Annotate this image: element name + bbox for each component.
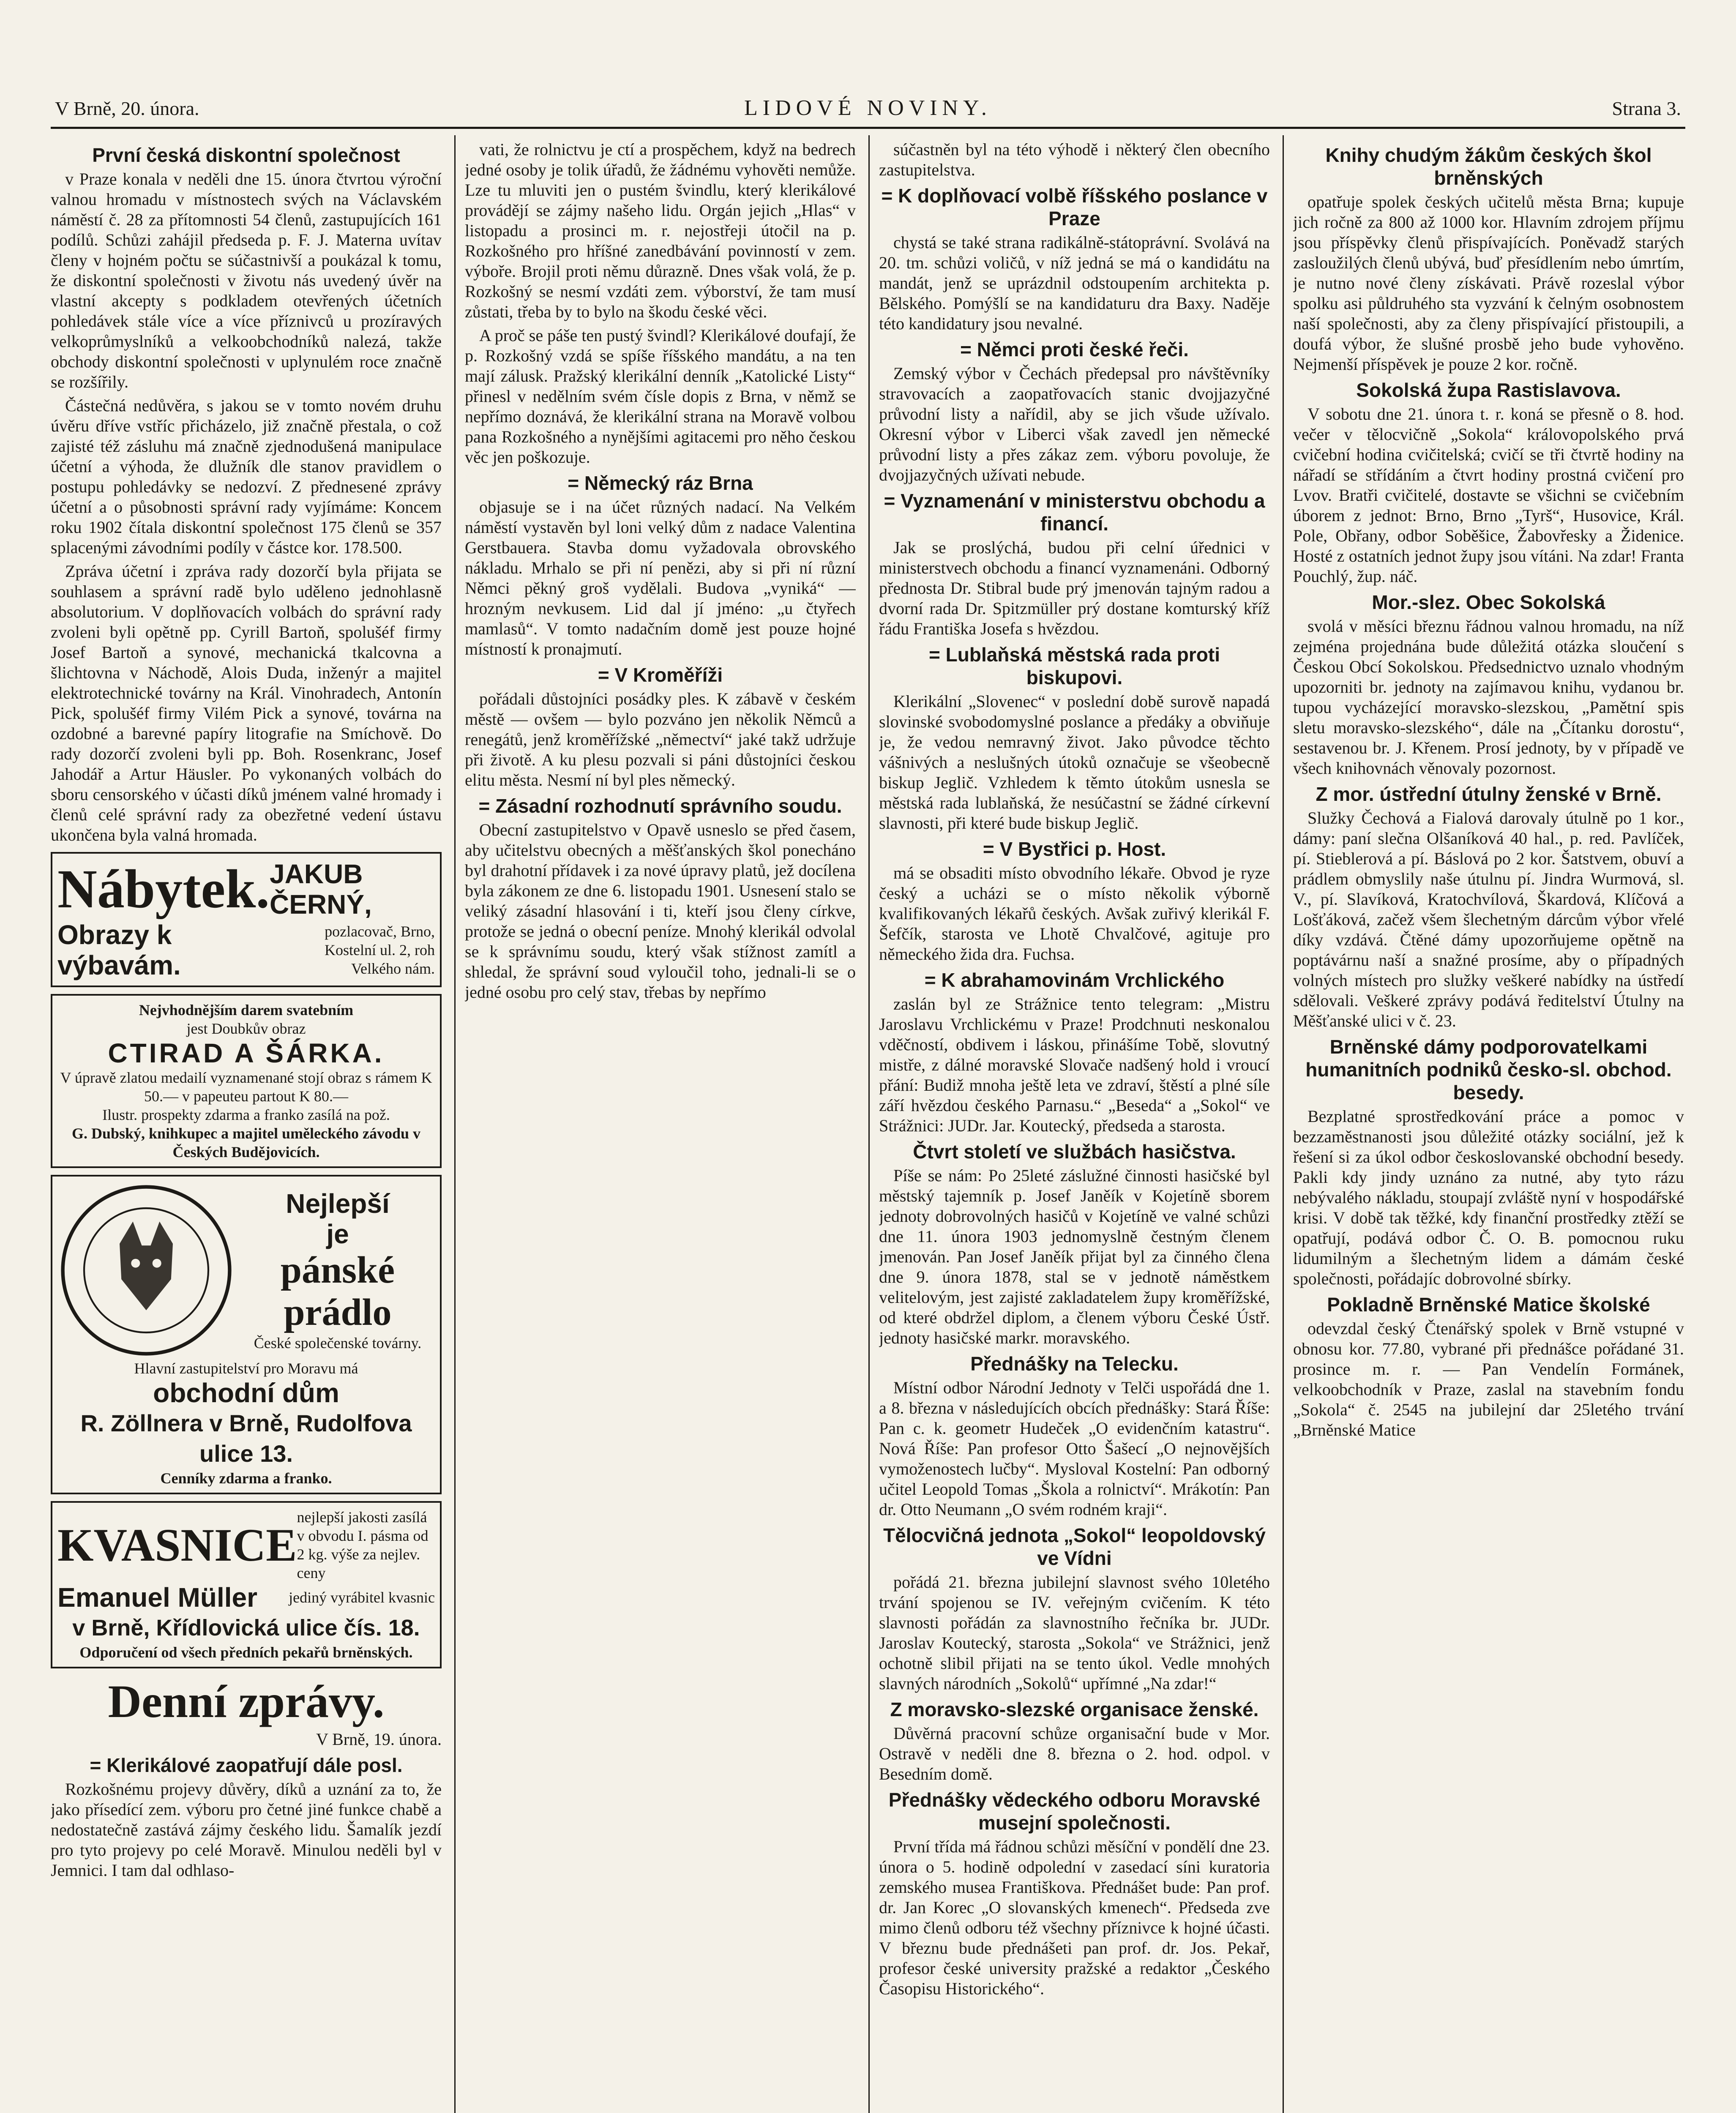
column-3 <box>879 139 1270 2113</box>
ad-word: je <box>326 1219 349 1249</box>
article-title: První česká diskontní společnost <box>92 144 400 166</box>
article-text: pořádá 21. března jubilejní slavnost svého 10letého trvání spojenou se IV. veřejným cvičením. K této slavnosti pořádán za slavnostního řečníka br. JUDr. Jaroslav Koutecký, starosta „Sokola“ ve Strážnici, jenž ochotně slibil přijati na se tento úkol. Vedle mnohých slavných národních „Sokolů“ upřímné „Na zdar!“ <box>879 1572 1270 1693</box>
ad-line: Cenníky zdarma a franko. <box>160 1470 332 1487</box>
ad-line: V úpravě zlatou medailí vyznamenané stojí obraz s rámem K 50.— v papeuteu partout K 80.— <box>60 1069 432 1105</box>
article-text: Důvěrná pracovní schůze organisační bude v Mor. Ostravě v neděli dne 8. března o 2. hod. odpol. v Besedním domě. <box>879 1724 1270 1783</box>
article-title: Z mor. ústřední útulny ženské v Brně. <box>1316 783 1662 805</box>
article-title: = K doplňovací volbě říšského poslance v Praze <box>881 185 1268 229</box>
page-number: Strana 3. <box>1612 98 1681 119</box>
ad-firm: JAKUB ČERNÝ, <box>269 859 372 920</box>
ad-line: Nejvhodnějším darem svatebním <box>139 1002 354 1018</box>
ad-line: jediný vyrábitel kvasnic <box>289 1589 435 1606</box>
article-text: v Praze konala v neděli dne 15. února čtvrtou výroční valnou hromadu v místnostech svých na Václavském náměstí č. 28 za přítomnosti 54 členů, zastupujících 161 podílů. Schůzi zahájil předseda p. F. J. Materna uvítav členy v hojném počtu se súčastnivší a poukázal k tomu, že diskontní společnosti v životu nás uvedený úvěr na vlastní akcepty s podkladem otevřených účetních pohledávek stále více a více příznivců u prozíravých velkoprůmyslníků a velkoobchodníků nalezá, takže obchody diskontní společnosti v uplynulém roce značně se rozšířily. <box>51 169 442 391</box>
ad-firm: G. Dubský, knihkupec a majitel uměleckého závodu v Českých Budějovicích. <box>71 1125 421 1160</box>
article-text: Služky Čechová a Fialová darovaly útulně po 1 kor., dámy: paní slečna Olšaníková 40 hal., p. red. Pavlíček, pí. Stieblerová a pí. Báslová po 2 kor. Šatstvem, obuví a prádlem obmyslily naše útulnu pí. Jindra Wurmová, sl. V., pí. Slavíková, Kratochvílová, Škardová, Klíčová a Lošťáková, začež všem šlechetným dárcům výbor vřelé díky vzdává. Čtěné dámy upozorňujeme opětně na poptávárnu naší a snažné prosíme, aby o případných volných místech pro služky veškeré nabídky na ústředí sdělovali. Veškeré zprávy podává ředitelství Útulny na Měšťanské ulici v č. 23. <box>1293 808 1684 1030</box>
article-title: Sokolská župa Rastislavova. <box>1356 379 1621 401</box>
article-text: vati, že rolnictvu je ctí a prospěchem, když na bedrech jedné osoby je tolik úřadů, že žádnému vyhověti nemůže. Lze tu mluviti jen o pustém švindlu, který klerikálové provádějí se zájmy našeho lidu. Orgán jejich „Hlas“ v listopadu a prosinci m. r. nejostřeji útočil na p. Rozkošného pro hříšné zanedbávání povinností v zem. výboře. Brojil proti němu důrazně. Dnes však volá, že p. Rozkošný se nesmí vzdáti zem. výborství, že tam musí zůstati, třeba by to bylo na škodu české věci. <box>465 140 856 321</box>
advertisement-furniture <box>51 852 442 987</box>
article-title: = Němci proti české řeči. <box>960 339 1189 360</box>
article-text: Obecní zastupitelstvo v Opavě usneslo se před časem, aby učitelstvu obecných a měšťanských škol ponecháno byl drahotní přídavek i za nové úpravy platů, jež docílena byla zákonem ze dne 6. listopadu 1901. Usnesení stalo se veliký zásadní hlasování i ti, kteří jsou členy církve, protože se jedná o obecní peníze. Mnohý klerikál odvolal se k správnímu soudu, který však stížnost zamítl a shledal, že správní soud vyloučil toho, jednali-li se o jedné osobu pro celý stav, třebas by nepřímo <box>465 820 856 1002</box>
column-2 <box>465 139 856 2113</box>
article-title: Pokladně Brněnské Matice školské <box>1327 1294 1650 1316</box>
article-title: Přednášky vědeckého odboru Moravské musejní společnosti. <box>888 1789 1261 1834</box>
ad-line: Ilustr. prospekty zdarma a franko zasílá na pož. <box>102 1106 390 1123</box>
article-text: pořádali důstojníci posádky ples. K zábavě v českém městě — ovšem — bylo pozváno jen několik Němců a renegátů, jenž kroměřížské „němectví“ jaké takž udržuje při životě. A ku plesu pozvali si páni důstojníci českou elitu města. Nesmí ní byl ples německý. <box>465 689 856 789</box>
column-rule <box>1283 135 1284 2113</box>
article-title: = V Bystřici p. Host. <box>983 838 1166 860</box>
article-title: Tělocvičná jednota „Sokol“ leopoldovský ve Vídni <box>883 1524 1266 1569</box>
ad-line: České společenské továrny. <box>254 1335 422 1351</box>
ad-line: nejlepší jakosti zasílá v obvodu I. pásma od 2 kg. výše za nejlev. ceny <box>297 1509 429 1581</box>
ad-headline: Nejlepší <box>286 1188 390 1219</box>
page-header <box>51 80 1685 129</box>
section-dateline: V Brně, 19. února. <box>316 1730 442 1749</box>
article-text: má se obsaditi místo obvodního lékaře. Obvod je ryze český a ucházi se o místo několik výborně kvalifikovaných lékařů českých. Avšak zuřivý klerikál F. Šefčík, starosta ve Lhotě Chvalčové, agituje pro německého žida dra. Fuchsa. <box>879 863 1270 964</box>
advertisement-painting <box>51 994 442 1168</box>
ad-firm: Emanuel Müller <box>57 1582 257 1613</box>
ad-address: v Brně, Křídlovická ulice čís. 18. <box>72 1615 420 1641</box>
article-text: Místní odbor Národní Jednoty v Telči uspořádá dne 1. a 8. března v následujících obcích přednášky: Stará Říše: Pan c. k. geometr Hudeček „O evidenčním katastru“. Nová Říše: Pan profesor Otto Šašecí „O nejnovějších vymoženostech lučby“. Mysloval Kostelní: Pan odborný učitel Leopold Tomas „Škola a rolnictví“. Mrákotín: Pan dr. Otto Neumann „O svém rodném kraji“. <box>879 1378 1270 1519</box>
article-text: chystá se také strana radikálně-státoprávní. Svolává na 20. tm. schůzi voličů, v níž jedná se má o kandidátu na mandát, jenž se uprázdnil odstoupením architekta p. Bělského. Pomýšlí se na kandidaturu dra Baxy. Naděje této kandidatury jsou nevalné. <box>879 233 1270 333</box>
ad-line: obchodní dům <box>153 1378 339 1408</box>
ad-firm: R. Zöllnera v Brně, Rudolfova ulice 13. <box>80 1410 412 1467</box>
ad-title: CTIRAD A ŠÁRKA. <box>108 1038 385 1068</box>
article-title: = V Kroměříži <box>598 664 723 686</box>
section-rubric: Denní zprávy. <box>108 1676 385 1727</box>
masthead-title: LIDOVÉ NOVINY. <box>744 96 992 120</box>
newspaper-page <box>51 80 1685 2113</box>
article-title: Přednášky na Telecku. <box>970 1353 1179 1375</box>
article-title: Z moravsko-slezské organisace ženské. <box>890 1698 1259 1720</box>
column-rule <box>868 135 870 2113</box>
article-title: Mor.-slez. Obec Sokolská <box>1372 591 1605 613</box>
article-title: Čtvrt století ve službách hasičstva. <box>913 1141 1236 1163</box>
article-text: První třída má řádnou schůzi měsíční v pondělí dne 23. února o 5. hodině odpolední v zasedací síni kuratoria zemského musea Františkova. Přednášet bude: Pan prof. dr. Jan Korec „O slovanských kmenech“. Předseda zve mimo členů odboru též všechny příznivce k hojné účasti. V březnu bude přednášeti pan prof. dr. Jos. Pekař, profesor české university pražské a redaktor „Českého Časopisu Historického“. <box>879 1837 1270 1998</box>
article-text: odevzdal český Čtenářský spolek v Brně vstupné v obnosu kor. 77.80, vybrané při přednášce pořádané 31. prosince m. r. — Pan Vendelín Formánek, velkoobchodník v Praze, zaslal na stavebním fondu „Sokola“ č. 2545 na jubilejní dar 25letého trvání „Brněnské Matice <box>1293 1319 1684 1439</box>
article-text: objasuje se i na účet různých nadací. Na Velkém náměstí vystavěn byl loni velký dům z nadace Valentina Gerstbauera. Stavba domu vyžadovala obrovského nákladu. Mrhalo se při ní penězi, aby si při ní různí Němci pěkný groš vydělali. Budova „vyniká“ — hrozným nevkusem. Lid dal jí jméno: „u čtyřech mamlasů“. V tomto nadačním domě jest pouze hojné místností k pronajmutí. <box>465 497 856 658</box>
column-4 <box>1293 139 1684 2113</box>
article-text: opatřuje spolek českých učitelů města Brna; kupuje jich ročně za 800 až 1000 kor. Hlavním zdrojem příjmu jsou příspěvky členů přispívajících. Poněvadž starých zasloužilých členů ubývá, buď přesídlením nebo úmrtím, je nutno nové členy získávati. Právě rozeslal výbor spolku asi půldruhého sta vyzvání k čelným osobnostem naší společnosti, aby za členy přispívající přistoupili, a doufá výbor, že slušné prosbě jeho bude vyhověno. Nejmenší příspěvek je pouze 2 kor. ročně. <box>1293 192 1684 374</box>
article-text: Rozkošnému projevy důvěry, díků a uznání za to, že jako přísedící zem. výboru pro četné jiné funkce chabě a nedostatečně zastává zájmy českého lidu. Šamalík jezdí pro tyto projevy po celé Moravě. Minulou neděli byl v Jemnici. I tam dal odhlaso- <box>51 1780 442 1880</box>
dog-head-emblem-icon <box>57 1182 235 1359</box>
article-title: = Lublaňská městská rada proti biskupovi. <box>929 644 1220 688</box>
article-title: Knihy chudým žákům českých škol brněnských <box>1325 144 1652 189</box>
article-title: = Vyznamenání v ministerstvu obchodu a financí. <box>884 490 1265 535</box>
ad-headline: KVASNICE <box>57 1519 297 1571</box>
article-title: = Německý ráz Brna <box>568 472 753 494</box>
ad-subline: Obrazy k výbavám. <box>57 920 181 980</box>
column-1 <box>51 139 442 2113</box>
article-text: svolá v měsíci březnu řádnou valnou hromadu, na níž zejména projednána bude důležitá otázka sloučení s Českou Obcí Sokolskou. Předsednictvo uznalo vhodným upozorniti br. jednoty na zajímavou knihu, vydanou br. tupou vycházející moravsko-slezskou, „Pamětní spis sletu moravsko-slezského“, dále na „Čítanku dorostu“, sestavenou br. J. Křenem. Prosí jednoty, by v případě ve všech knihovnách věnovaly pozornost. <box>1293 617 1684 778</box>
ad-line: Odporučení od všech předních pekařů brněnských. <box>79 1644 413 1661</box>
article-text: Klerikální „Slovenec“ v poslední době surově napadá slovinské svobodomyslné poslance a předáky a obviňuje je, že vedou nemravný život. Jako původce těchto vášnivých a neslušných útoků označuje se všeobecně biskup Jeglič. Vzhledem k těmto útokům usnesla se městská rada lublaňská, že nesúčastní se žádné církevní slavnosti, při které bude biskup Jeglič. <box>879 692 1270 833</box>
article-title: = Klerikálové zaopatřují dále posl. <box>90 1754 403 1776</box>
article-title: = Zásadní rozhodnutí správního soudu. <box>478 795 842 817</box>
article-text: zaslán byl ze Strážnice tento telegram: „Mistru Jaroslavu Vrchlickému v Praze! Prodchnuti neskonalou vděčností, obdivem i láskou, přinášíme Tobě, slovutný mistře, z dálné moravské Slovače nadšený hold i vroucí přání: Budiž mnoha ještě leta ve zdraví, štěstí a plné síle září hvězdou českého Parnasu.“ „Beseda“ a „Sokol“ ve Strážnici: JUDr. Jar. Koutecký, předseda a starosta. <box>879 994 1270 1135</box>
column-rule <box>454 135 456 2113</box>
article-text: Zpráva účetní i zpráva rady dozorčí byla přijata se souhlasem a správní radě bylo uděleno jednohlasně absolutorium. V doplňovacích volbách do správní rady zvoleni byli opětně pp. Cyrill Bartoň, spolušéf firmy Josef Bartoň a synové, mechanická tkalcovna a šlichtovna v Náchodě, Alois Duda, inženýr a majitel elektrotechnické továrny na Král. Vinohradech, Antonín Pick, spolušéf firmy Vilém Pick a synové, továrna na ozdobné a barevné papíry litografie na Smíchově. Do rady dozorčí zvoleni byli pp. Boh. Rosenkranc, Josef Jahodář a Artur Häusler. Po vykonaných volbách do sboru censorského v účasti díků jménem valné hromady i členů celé správní rady za obezřetné vedení ústavu ukončena byla valná hromada. <box>51 562 442 844</box>
ad-address: pozlacovač, Brno, Kostelní ul. 2, roh Velkého nám. <box>325 923 435 977</box>
article-text: V sobotu dne 21. února t. r. koná se přesně o 8. hod. večer v tělocvičně „Sokola“ královopolského prvá cvičební hodina cvičitelská; cvičí se tři čtvrtě hodiny na nářadí se střídáním a čtvrt hodiny prostná cvičení pro Lvov. Bratři cvičitelé, dostavte se všichni se cvičebním úborem z jednot: Brno, Brno „Tyrš“, Husovice, Král. Pole, Obřany, odbor Soběšice, Žabovřesky a Židenice. Hosté z ostatních jednot župy jsou vítáni. Na zdar! Franta Pouchlý, žup. náč. <box>1293 404 1684 586</box>
advertisement-linen <box>51 1175 442 1494</box>
article-text: Zemský výbor v Čechách předepsal pro návštěvníky stravovacích a zaopatřovacích stanic dvojjazyčné průvodní listy a nařídil, aby se jich všude užívalo. Okresní výbor v Liberci však zavedl jen německé průvodní listy a přes zákaz zem. výboru povoluje, že dvojjazyčných užívati nebude. <box>879 364 1270 484</box>
article-text: Jak se proslýchá, budou při celní úřednici v ministerstvech obchodu a financí vyznamenáni. Odborný přednosta Dr. Stibral bude prý jmenován tajným radou a dvorní rada Dr. Spitzmüller prý dostane komturský kříž řádu Františka Josefa s hvězdou. <box>879 538 1270 638</box>
article-text: súčastněn byl na této výhodě i některý člen obecního zastupitelstva. <box>879 140 1270 179</box>
ad-headline: Nábytek. <box>57 859 270 920</box>
ad-line: jest Doubkův obraz <box>186 1020 306 1037</box>
advertisement-yeast <box>51 1501 442 1668</box>
ad-line: Hlavní zastupitelství pro Moravu má <box>134 1360 358 1377</box>
ad-title: pánské prádlo <box>280 1249 395 1333</box>
article-text: Bezplatné sprostředkování práce a pomoc v bezzaměstnanosti jsou důležité otázky sociální, jež k řešení si za úkol odbor českoslovanské obchodní besedy. Pakli kdy jindy uznáno za nutné, aby tyto rázu nebývalého nákladu, stoupají zvláště nyní v hospodářské krisi. V době tak těžké, kdy finanční prostředky ztěží se opatřují, podává odbor Č. O. B. pomocnou ruku lidumilným a šlechetným lidem a dámám české společnosti, pořádajíc dobrovolné sbírky. <box>1293 1107 1684 1288</box>
header-dateline: V Brně, 20. února. <box>55 98 199 119</box>
article-title: Brněnské dámy podporovatelkami humanitních podniků česko-sl. obchod. besedy. <box>1305 1036 1672 1103</box>
article-text: Částečná nedůvěra, s jakou se v tomto novém druhu úvěru dříve vstříc přicházelo, již značně přestala, o což zajisté též zásluhu má značně zjednodušená manipulace účetní a výhoda, že dlužník dle stanov pravidlem o postupu pohledávky se nedozví. Z přednesené zprávy účetní a o působnosti správní rady vyjímáme: Koncem roku 1902 čítala diskontní společnost 175 členů se 357 splacenými závodními podíly v částce kor. 178.500. <box>51 396 442 557</box>
article-text: Píše se nám: Po 25leté záslužné činnosti hasičské byl městský tajemník p. Josef Janěík v Kojetíně sborem jednoty dobrovolných hasičů v Kojetíně ve valné schůzi dne 11. února 1903 jednomyslně čestným členem jmenován. Pan Josef Janěík přijat byl za činného člena dne 9. února 1878, stal se v jednotě náměstkem velitelovým, jest zajisté zakladatelem župy kroměřížské, od které obdržel diplom, a členem výboru České Ústř. jednoty hasičské markr. moravského. <box>879 1166 1270 1347</box>
article-text: A proč se páše ten pustý švindl? Klerikálové doufají, že p. Rozkošný vzdá se spíše říšského mandátu, a na ten mají zálusk. Pražský klerikální denník „Katolické Listy“ přinesl v nedělním svém čísle dopis z Brna, v němž se nepřímo doznává, že klerikální strana na Moravě volbou pana Rozkošného a nynějšími agitacemi pro něho českou věc jen poškozuje. <box>465 326 856 467</box>
article-title: = K abrahamovinám Vrchlického <box>924 969 1225 991</box>
